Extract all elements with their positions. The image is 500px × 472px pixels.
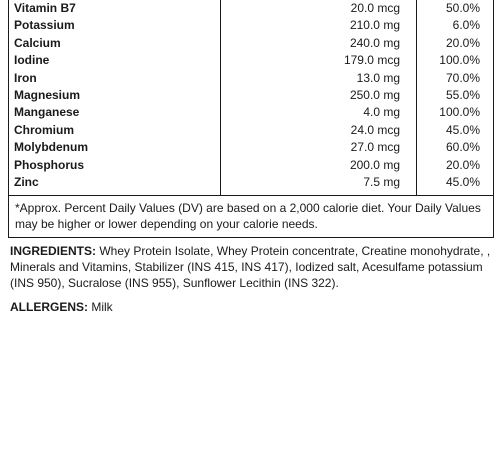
nutrient-row xyxy=(9,52,493,69)
nutrient-daily-value: 55.0% xyxy=(445,88,480,103)
nutrient-row xyxy=(9,87,493,104)
nutrient-amount: 27.0 mcg xyxy=(221,139,417,156)
nutrient-row xyxy=(9,35,493,52)
allergens-text: Milk xyxy=(91,300,113,314)
nutrient-daily-value: 70.0% xyxy=(445,70,480,85)
nutrient-row xyxy=(9,0,493,17)
nutrient-name: Chromium xyxy=(9,122,221,139)
nutrient-row xyxy=(9,17,493,34)
nutrient-row xyxy=(9,139,493,156)
nutrient-row xyxy=(9,174,493,195)
nutrient-daily-value: 100.0% xyxy=(439,105,480,120)
nutrition-facts-panel xyxy=(8,0,494,238)
nutrient-amount: 24.0 mcg xyxy=(221,122,417,139)
nutrient-amount: 210.0 mg xyxy=(221,17,417,34)
ingredients-label: INGREDIENTS: xyxy=(10,244,97,258)
nutrient-daily-value: 45.0% xyxy=(445,122,480,137)
nutrient-name: Iodine xyxy=(9,52,221,69)
nutrient-daily-value: 100.0% xyxy=(439,53,480,68)
nutrient-amount: 4.0 mg xyxy=(221,104,417,121)
nutrient-name: Zinc xyxy=(9,174,221,195)
nutrient-name: Magnesium xyxy=(9,87,221,104)
nutrient-daily-value: 45.0% xyxy=(445,175,480,190)
nutrient-name: Calcium xyxy=(9,35,221,52)
nutrient-row xyxy=(9,157,493,174)
nutrient-amount: 179.0 mcg xyxy=(221,52,417,69)
nutrient-row xyxy=(9,104,493,121)
nutrient-amount: 240.0 mg xyxy=(221,35,417,52)
nutrient-name: Potassium xyxy=(9,17,221,34)
nutrient-amount: 20.0 mcg xyxy=(221,0,417,17)
nutrient-daily-value: 60.0% xyxy=(445,140,480,155)
nutrient-name: Iron xyxy=(9,70,221,87)
allergens-section xyxy=(10,299,113,315)
nutrient-daily-value: 50.0% xyxy=(445,1,480,15)
allergens-label: ALLERGENS: xyxy=(10,300,88,314)
nutrient-name: Vitamin B7 xyxy=(9,0,221,17)
nutrient-row xyxy=(9,70,493,87)
nutrient-amount: 13.0 mg xyxy=(221,70,417,87)
nutrient-row xyxy=(9,122,493,139)
ingredients-text: Whey Protein Isolate, Whey Protein concentrate, Creatine monohydrate, , Minerals and Vitamins, Stabilizer (INS 415, INS 417), Iodized salt, Acesulfame potassium (INS 950), Sucralose (INS 955), Sunflower Lecithin (INS 322). xyxy=(10,244,491,290)
nutrient-name: Phosphorus xyxy=(9,157,221,174)
nutrient-daily-value: 6.0% xyxy=(452,18,480,33)
nutrient-amount: 250.0 mg xyxy=(221,87,417,104)
nutrient-name: Molybdenum xyxy=(9,139,221,156)
nutrient-daily-value: 20.0% xyxy=(445,157,480,172)
nutrient-name: Manganese xyxy=(9,104,221,121)
ingredients-section xyxy=(10,243,492,291)
nutrient-table xyxy=(9,0,493,195)
nutrient-amount: 7.5 mg xyxy=(221,174,417,195)
nutrient-amount: 200.0 mg xyxy=(221,157,417,174)
daily-value-footnote: *Approx. Percent Daily Values (DV) are based on a 2,000 calorie diet. Your Daily Values may be higher or lower depending on your calorie needs. xyxy=(9,195,493,237)
nutrient-daily-value: 20.0% xyxy=(445,35,480,50)
